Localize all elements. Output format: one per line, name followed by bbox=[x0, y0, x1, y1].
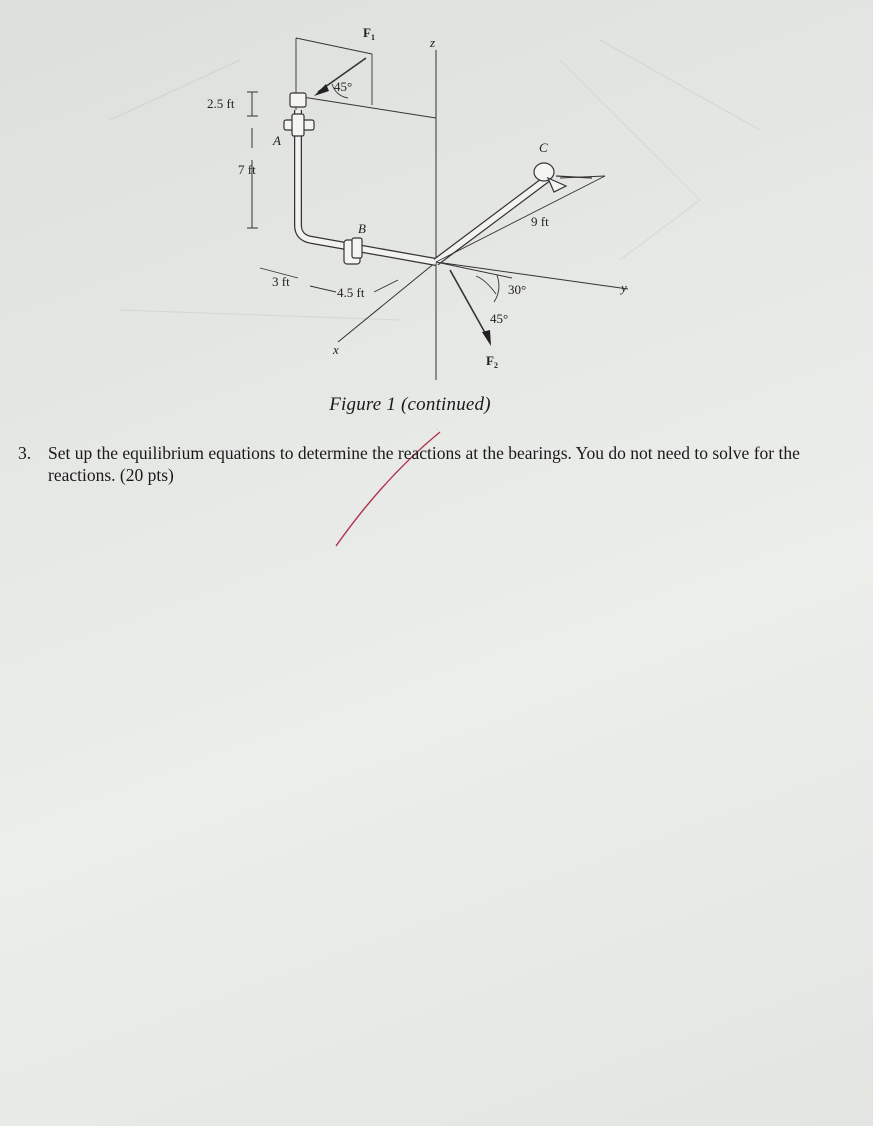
figure-caption: Figure 1 (continued) bbox=[329, 394, 491, 415]
axis-z-label: z bbox=[430, 35, 436, 50]
angle-f1-label: 45° bbox=[334, 79, 353, 94]
y-axis bbox=[436, 262, 628, 289]
bearing-b bbox=[344, 238, 362, 264]
question-number: 3. bbox=[18, 443, 32, 463]
pipe bbox=[298, 110, 548, 262]
force-f1-label: $F_1$ bbox=[363, 25, 375, 42]
pipe-assembly-figure bbox=[0, 0, 873, 430]
axis-x-label: x bbox=[333, 342, 339, 357]
x-axis bbox=[338, 262, 436, 342]
axis-y-label: y bbox=[621, 280, 627, 295]
question-text: Set up the equilibrium equations to determine the reactions at the bearings. You do not need to solve for the reactions. (20 pts) bbox=[48, 443, 800, 485]
point-c-label: C bbox=[539, 140, 548, 155]
point-b-label: B bbox=[358, 221, 366, 236]
angle-30-label: 30° bbox=[508, 282, 527, 297]
f1-arrowhead-icon bbox=[314, 84, 329, 96]
angle-45-label: 45° bbox=[490, 311, 509, 326]
bearing-a bbox=[284, 93, 314, 136]
dim-4-5-ft: 4.5 ft bbox=[337, 285, 365, 300]
dim-7-ft: 7 ft bbox=[238, 162, 256, 177]
force-f2-label: $F_2$ bbox=[486, 353, 498, 370]
dim-3-ft: 3 ft bbox=[272, 274, 290, 289]
dim-9-ft: 9 ft bbox=[531, 214, 549, 229]
f2-arrowhead-icon bbox=[482, 330, 491, 346]
point-a-label: A bbox=[273, 133, 281, 148]
dim-2-5-ft: 2.5 ft bbox=[207, 96, 235, 111]
